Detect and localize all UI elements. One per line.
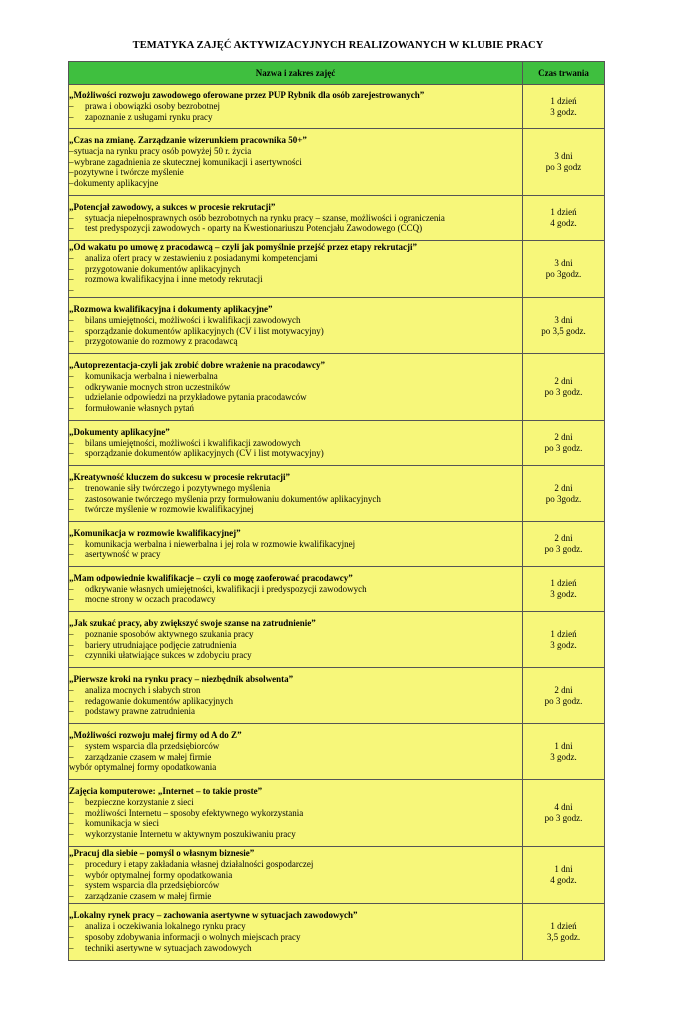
topic-item <box>69 549 522 560</box>
topic-item <box>69 392 522 403</box>
topic-item <box>69 650 522 661</box>
topic-item <box>69 808 522 819</box>
dash-bullet: – <box>69 796 74 807</box>
duration-line: 2 dni <box>554 376 573 386</box>
duration-cell <box>523 612 605 668</box>
topic-item-text: poznanie sposobów aktywnego szukania pracy <box>85 628 254 639</box>
topic-cell <box>69 904 523 961</box>
topic-cell <box>69 196 523 241</box>
topic-title: Zajęcia komputerowe: „Internet – to takie proste” <box>69 786 263 796</box>
dash-bullet: – <box>69 370 74 381</box>
topic-item <box>69 382 522 393</box>
topic-item <box>69 483 522 494</box>
table-row <box>69 85 605 129</box>
topic-item-text: system wsparcia dla przedsiębiorców <box>85 740 220 751</box>
topic-item-text: czynniki ułatwiające sukces w zdobyciu pracy <box>85 650 252 661</box>
duration-line: po 3 godz. <box>544 387 583 397</box>
duration-cell <box>523 354 605 421</box>
duration-line: 1 dzień <box>550 921 577 931</box>
table-row <box>69 668 605 724</box>
table-row <box>69 298 605 354</box>
topic-item-text: analiza ofert pracy w zestawieniu z posiadanymi kompetencjami <box>85 252 318 263</box>
topic-item <box>69 921 522 932</box>
duration-line: 3 dni <box>554 258 573 268</box>
topic-item <box>69 706 522 717</box>
topic-item-text: bariery utrudniające podjęcie zatrudnienia <box>85 639 237 650</box>
dash-bullet: – <box>69 493 74 504</box>
topic-item-text: udzielanie odpowiedzi na przykładowe pytania pracodawców <box>85 392 307 403</box>
topic-title: „Potencjał zawodowy, a sukces w procesie rekrutacji” <box>69 201 276 212</box>
topic-item-text: zarządzanie czasem w małej firmie <box>85 891 212 902</box>
topic-extra-line: wybór optymalnej formy opodatkowania <box>69 762 217 773</box>
topic-item <box>69 504 522 515</box>
dash-bullet: – <box>69 336 74 347</box>
dash-bullet: – <box>69 549 74 560</box>
dash-bullet: – <box>69 381 74 392</box>
topic-item-text: przygotowanie do rozmowy z pracodawcą <box>85 336 238 347</box>
duration-cell <box>523 522 605 567</box>
table-row <box>69 780 605 847</box>
topic-item <box>69 880 522 891</box>
table-row <box>69 522 605 567</box>
topic-item-text: redagowanie dokumentów aplikacyjnych <box>85 695 233 706</box>
duration-line: 1 dzień <box>550 578 577 588</box>
header-duration: Czas trwania <box>523 62 605 85</box>
duration-cell <box>523 847 605 904</box>
dash-bullet: – <box>69 314 74 325</box>
duration-line: 1 dzień <box>550 95 577 106</box>
topic-item-text: system wsparcia dla przedsiębiorców <box>85 880 220 891</box>
dash-bullet: – <box>69 263 74 274</box>
dash-bullet: – <box>69 628 74 639</box>
topic-item-text: wybrane zagadnienia ze skutecznej komunikacji i asertywności <box>74 156 302 167</box>
dash-bullet: – <box>69 891 74 902</box>
topic-item <box>69 640 522 651</box>
topic-item <box>69 448 522 459</box>
topic-item-text: komunikacja werbalna i niewerbalna <box>85 370 218 381</box>
topic-item <box>69 685 522 696</box>
dash-bullet: – <box>69 942 74 953</box>
table-row <box>69 241 605 298</box>
topic-item <box>69 494 522 505</box>
duration-line: po 3 godz. <box>544 695 583 706</box>
dash-bullet: – <box>69 223 74 234</box>
topic-item-text: podstawy prawne zatrudnienia <box>85 706 195 717</box>
topic-title: „Autoprezentacja-czyli jak zrobić dobre wrażenie na pracodawcy” <box>69 360 325 370</box>
topic-item <box>69 167 522 178</box>
dash-bullet: – <box>69 482 74 493</box>
topic-title: „Czas na zmianę. Zarządzanie wizerunkiem pracownika 50+” <box>69 135 307 145</box>
topic-item-text: twórcze myślenie w rozmowie kwalifikacyjnej <box>85 504 254 515</box>
topic-item <box>69 829 522 840</box>
topic-cell <box>69 85 523 129</box>
topic-item <box>69 741 522 752</box>
dash-bullet: – <box>69 869 74 880</box>
duration-line: 1 dzień <box>550 628 577 639</box>
topic-item-text: trenowanie siły twórczego i pozytywnego myślenia <box>85 482 271 493</box>
table-row <box>69 567 605 612</box>
topic-item <box>69 326 522 337</box>
topic-item <box>69 891 522 902</box>
topic-item <box>69 264 522 275</box>
duration-cell <box>523 85 605 129</box>
topic-item-text: analiza i oczekiwania lokalnego rynku pracy <box>85 921 246 932</box>
topic-item <box>69 696 522 707</box>
topic-item-text: komunikacja w sieci <box>85 818 159 829</box>
topic-item-text: techniki asertywne w sytuacjach zawodowych <box>85 942 252 953</box>
topic-item-text: komunikacja werbalna i niewerbalna i jej rola w rozmowie kwalifikacyjnej <box>85 538 356 549</box>
topic-item-text: zastosowanie twórczego myślenia przy formułowaniu dokumentów aplikacyjnych <box>85 493 381 504</box>
topic-title: „Kreatywność kluczem do sukcesu w procesie rekrutacji” <box>69 471 290 482</box>
topic-cell <box>69 354 523 421</box>
document-title: TEMATYKA ZAJĘĆ AKTYWIZACYJNYCH REALIZOWANYCH W KLUBIE PRACY <box>132 40 544 51</box>
topic-item-text: analiza mocnych i słabych stron <box>85 684 201 695</box>
topic-item <box>69 371 522 382</box>
dash-bullet: – <box>69 583 74 594</box>
topic-item <box>69 157 522 168</box>
duration-line: po 3 godz. <box>544 443 583 453</box>
topic-cell <box>69 668 523 724</box>
dash-bullet: – <box>69 684 74 695</box>
dash-bullet: – <box>69 403 74 414</box>
duration-line: 3 dni <box>554 151 573 161</box>
topic-item <box>69 223 522 234</box>
duration-line: 4 godz. <box>550 875 577 885</box>
topic-item <box>69 932 522 943</box>
topic-item <box>69 178 522 189</box>
dash-bullet: – <box>69 706 74 717</box>
duration-line: 2 dni <box>554 482 573 493</box>
topic-title: „Od wakatu po umowę z pracodawcą – czyli jak pomyślnie przejść przez etapy rekrutacji” <box>69 242 418 252</box>
duration-cell <box>523 724 605 780</box>
duration-cell <box>523 298 605 354</box>
topic-item-text: przygotowanie dokumentów aplikacyjnych <box>85 263 241 274</box>
topic-title: „Pierwsze kroki na rynku pracy – niezbędnik absolwenta” <box>69 673 294 684</box>
dash-bullet: – <box>69 285 74 296</box>
dash-bullet: – <box>69 111 74 122</box>
topic-item <box>69 752 522 763</box>
topic-item-text: sporządzanie dokumentów aplikacyjnych (CV i list motywacyjny) <box>85 325 324 336</box>
topic-item <box>69 403 522 414</box>
duration-line: 1 dni <box>554 740 573 751</box>
dash-bullet: – <box>69 639 74 650</box>
topic-title: „Komunikacja w rozmowie kwalifikacyjnej” <box>69 527 241 538</box>
topic-title: „Możliwości rozwoju zawodowego oferowane przez PUP Rybnik dla osób zarejestrowanych” <box>69 90 425 101</box>
duration-line: po 3 godz. <box>544 544 583 554</box>
topic-item-text: odkrywanie mocnych stron uczestników <box>85 381 231 392</box>
topic-item-text: bezpieczne korzystanie z sieci <box>85 796 194 807</box>
topic-cell <box>69 847 523 904</box>
topic-item-text: wybór optymalnej formy opodatkowania <box>85 869 233 880</box>
topic-item-text: formułowanie własnych pytań <box>85 403 194 414</box>
duration-line: 2 dni <box>554 533 573 543</box>
table-row <box>69 612 605 668</box>
topic-item <box>69 629 522 640</box>
topic-cell <box>69 780 523 847</box>
dash-bullet: – <box>69 504 74 515</box>
topic-item <box>69 870 522 881</box>
topic-cell <box>69 129 523 196</box>
topic-item-text: bilans umiejętności, możliwości i kwalifikacji zawodowych <box>85 314 301 325</box>
dash-bullet: – <box>69 932 74 942</box>
table-row <box>69 129 605 196</box>
topic-cell <box>69 567 523 612</box>
duration-line: 3 godz. <box>550 751 577 762</box>
dash-bullet: – <box>69 274 74 285</box>
table-row <box>69 904 605 961</box>
duration-cell <box>523 421 605 466</box>
dash-bullet: – <box>69 594 74 605</box>
topic-item <box>69 539 522 550</box>
table-row <box>69 724 605 780</box>
dash-bullet: – <box>69 880 74 891</box>
topic-item-text: dokumenty aplikacyjne <box>74 178 159 189</box>
duration-cell <box>523 567 605 612</box>
dash-bullet: – <box>69 695 74 706</box>
duration-line: po 3,5 godz. <box>541 325 586 336</box>
dash-bullet: – <box>69 740 74 751</box>
topic-cell <box>69 241 523 298</box>
topic-item <box>69 818 522 829</box>
duration-cell <box>523 780 605 847</box>
topic-item <box>69 859 522 870</box>
topic-item-text: sytuacja na rynku pracy osób powyżej 50 r. życia <box>74 145 252 156</box>
topic-title: „Rozmowa kwalifikacyjna i dokumenty aplikacyjne” <box>69 303 273 314</box>
dash-bullet: – <box>69 437 74 448</box>
topic-cell <box>69 466 523 522</box>
table-row <box>69 354 605 421</box>
topic-item-text: sposoby zdobywania informacji o wolnych miejscach pracy <box>85 932 301 942</box>
topic-item-text: sytuacja niepełnosprawnych osób bezrobotnych na rynku pracy – szanse, możliwości i ograniczenia <box>85 212 445 223</box>
dash-bullet: – <box>69 156 74 167</box>
topic-item-text: sporządzanie dokumentów aplikacyjnych (CV i list motywacyjny) <box>85 448 324 459</box>
duration-line: po 3 godz <box>545 162 582 172</box>
duration-line: po 3godz. <box>545 269 582 279</box>
topic-item-text: zarządzanie czasem w małej firmie <box>85 751 212 762</box>
topic-cell <box>69 522 523 567</box>
topic-title: „Jak szukać pracy, aby zwiększyć swoje szanse na zatrudnienie” <box>69 617 316 628</box>
schedule-table <box>68 61 605 961</box>
topic-item-text: zapoznanie z usługami rynku pracy <box>85 111 213 122</box>
topic-item-text: wykorzystanie Internetu w aktywnym poszukiwaniu pracy <box>85 829 296 840</box>
topic-item-text: test predyspozycji zawodowych - oparty na Kwestionariuszu Potencjału Zawodowego (CCQ) <box>85 223 423 234</box>
duration-line: 4 dni <box>554 802 573 812</box>
dash-bullet: – <box>69 101 74 112</box>
topic-item <box>69 584 522 595</box>
topic-item-text: procedury i etapy zakładania własnej działalności gospodarczej <box>85 858 314 869</box>
topic-title: „Mam odpowiednie kwalifikacje – czyli co mogę zaoferować pracodawcy” <box>69 572 353 583</box>
duration-cell <box>523 129 605 196</box>
duration-line: 3,5 godz. <box>546 932 581 942</box>
duration-cell <box>523 196 605 241</box>
table-row <box>69 421 605 466</box>
dash-bullet: – <box>69 650 74 661</box>
topic-cell <box>69 421 523 466</box>
dash-bullet: – <box>69 858 74 869</box>
dash-bullet: – <box>69 921 74 932</box>
duration-cell <box>523 241 605 298</box>
dash-bullet: – <box>69 212 74 223</box>
topic-item <box>69 797 522 808</box>
topic-item <box>69 112 522 123</box>
duration-line: po 3 godz. <box>544 813 583 823</box>
duration-line: 2 dni <box>554 432 573 442</box>
duration-cell <box>523 904 605 961</box>
dash-bullet: – <box>69 325 74 336</box>
topic-item <box>69 336 522 347</box>
duration-line: 1 dni <box>554 864 573 874</box>
topic-item <box>69 101 522 112</box>
topic-item <box>69 213 522 224</box>
topic-item-text: możliwości Internetu – sposoby efektywnego wykorzystania <box>85 807 304 818</box>
topic-cell <box>69 298 523 354</box>
topic-item <box>69 594 522 605</box>
header-topic: Nazwa i zakres zajęć <box>69 62 523 85</box>
dash-bullet: – <box>69 538 74 549</box>
topic-item-text: odkrywanie własnych umiejętności, kwalifikacji i predyspozycji zawodowych <box>85 583 367 594</box>
topic-item <box>69 146 522 157</box>
topic-item <box>69 285 522 296</box>
duration-line: 3 godz. <box>550 639 577 650</box>
topic-item-text: rozmowa kwalifikacyjna i inne metody rekrutacji <box>85 274 263 285</box>
dash-bullet: – <box>69 252 74 263</box>
dash-bullet: – <box>69 751 74 762</box>
topic-title: „Lokalny rynek pracy – zachowania asertywne w sytuacjach zawodowych” <box>69 910 358 921</box>
dash-bullet: – <box>69 829 74 840</box>
duration-cell <box>523 668 605 724</box>
topic-item <box>69 274 522 285</box>
duration-line: 1 dzień <box>550 207 577 217</box>
duration-line: 3 dni <box>554 314 573 325</box>
duration-line: 4 godz. <box>550 218 577 228</box>
topic-item-text: asertywność w pracy <box>85 549 161 560</box>
duration-line: po 3godz. <box>545 493 582 504</box>
table-header-row <box>69 62 605 85</box>
duration-line: 3 godz. <box>550 106 577 117</box>
dash-bullet: – <box>69 818 74 829</box>
topic-item <box>69 943 522 954</box>
topic-title: „Pracuj dla siebie – pomyśl o własnym biznesie” <box>69 848 255 858</box>
topic-cell <box>69 612 523 668</box>
dash-bullet: – <box>69 167 74 178</box>
topic-cell <box>69 724 523 780</box>
dash-bullet: – <box>69 178 74 189</box>
table-row <box>69 847 605 904</box>
topic-item-text: bilans umiejętności, możliwości i kwalifikacji zawodowych <box>85 437 301 448</box>
dash-bullet: – <box>69 145 74 156</box>
dash-bullet: – <box>69 448 74 459</box>
topic-item-text: prawa i obowiązki osoby bezrobotnej <box>85 101 220 112</box>
dash-bullet: – <box>69 807 74 818</box>
table-row <box>69 466 605 522</box>
duration-line: 3 godz. <box>550 589 577 599</box>
table-row <box>69 196 605 241</box>
topic-item <box>69 253 522 264</box>
duration-line: 2 dni <box>554 684 573 695</box>
table-body <box>69 85 605 961</box>
topic-title: „Możliwości rozwoju małej firmy od A do Z” <box>69 729 242 740</box>
topic-item-text: mocne strony w oczach pracodawcy <box>85 594 216 605</box>
topic-item-text: pozytywne i twórcze myślenie <box>74 167 184 178</box>
duration-cell <box>523 466 605 522</box>
topic-title: „Dokumenty aplikacyjne” <box>69 426 170 437</box>
topic-item <box>69 438 522 449</box>
topic-item <box>69 315 522 326</box>
dash-bullet: – <box>69 392 74 403</box>
